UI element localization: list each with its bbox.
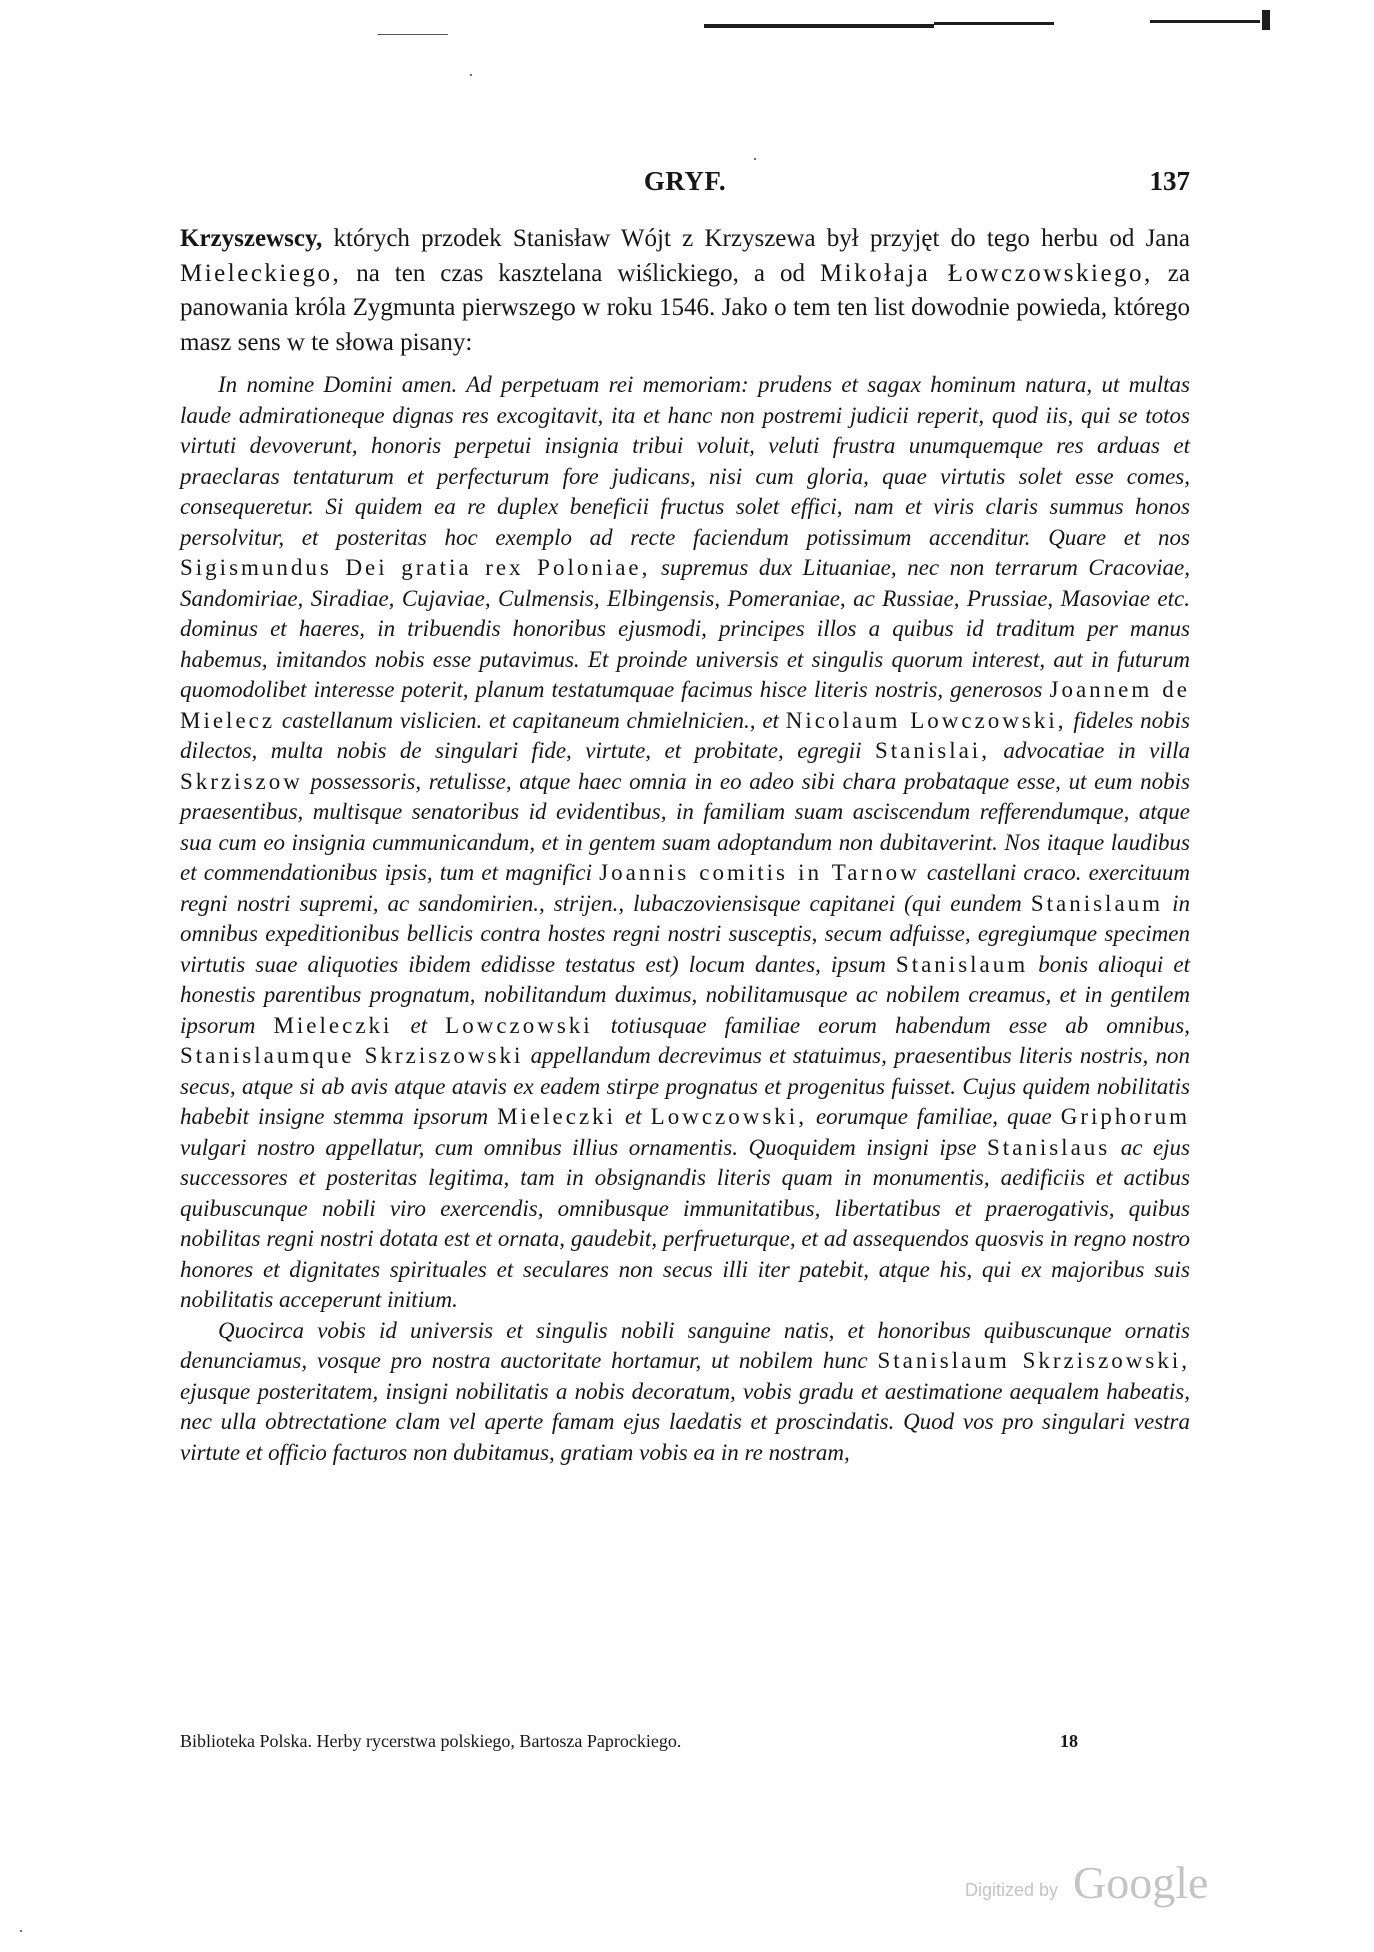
charter-name-mieleczki: Mieleczki [497,1104,617,1129]
charter-text: totiusquae familiae eorum habendum esse ab omnibus, [592,1012,1190,1038]
charter-paragraph [180,1316,1190,1469]
charter-name-mieleczki: Mieleczki [273,1012,393,1038]
lead-name-mieleckiego: Mieleckiego, [180,259,342,287]
charter-text: fideles nobis dilectos, multa nobis de singulari fide, virtute, et probitate, egregii [180,707,1190,763]
charter-name-sigismundus: Sigismundus Dei gratia rex Poloniae, [180,555,651,580]
charter-text: appellandum decrevimus et statuimus, praesentibus literis nostris, non secus, atque si ab avis atque atavis ex eadem stirpe prognatus et progenitus fuisset. Cujus quidem nobilitatis habebit insigne stemma ipsorum [180,1043,1190,1129]
sheet-signature: 18 [1060,1731,1078,1751]
charter-text: castellanum vislicien. et capitaneum chmielnicien., et [275,707,786,733]
scan-artifact-line [1150,20,1260,23]
charter-name-joannem: Joannem de Mielecz [180,677,1190,733]
charter-text: castellani craco. exercituum regni nostri supremi, ac sandomirien., strijen., lubaczoviensisque capitanei (qui eundem [180,860,1191,916]
charter-name-stanislaum: Stanislaum Skrziszowski, [877,1348,1190,1373]
lead-text: za panowania króla Zygmunta pierwszego w roku 1546. Jako o tem ten list dowodnie powieda, którego masz sens w te słowa pisany: [180,259,1190,356]
scan-artifact-dot [470,74,472,76]
charter-text: Quocirca vobis id universis et singulis nobili sanguine natis, et honoribus quibuscunque ornatis denunciamus, vosque pro nostra auctoritate hortamur, ut nobilem hunc [180,1317,1190,1373]
charter-text: eorumque familiae, quae [806,1104,1061,1129]
charter-name-lowczowski: Lowczowski [445,1012,593,1038]
scan-artifact-line [378,34,448,35]
scan-artifact-dot [20,1930,22,1932]
charter-name-joannis: Joannis comitis in Tarnow [599,860,920,885]
charter-name-nicolaum: Nicolaum Lowczowski, [785,707,1067,733]
lead-name-lowczowskiego: Mikołaja Łowczowskiego, [819,259,1153,287]
google-logo: Google [1073,1857,1209,1908]
charter-text: et [392,1012,446,1038]
scan-artifact-line [934,22,1054,25]
scan-artifact-mark [1262,10,1270,30]
lead-text: których przodek Stanisław Wójt z Krzyszewa był przyjęt do tego herbu od Jana [322,225,1190,252]
charter-name-stanislaus: Stanislaus [986,1134,1111,1160]
watermark-prefix: Digitized by [965,1880,1059,1900]
charter-name-lowczowski: Lowczowski, [650,1104,807,1129]
scan-artifact-dot [754,158,756,160]
charter-text: in omnibus expeditionibus bellicis contra hostes regni nostri susceptis, secum adfuisse, egregiumque specimen virtutis suae aliquoties ibidem edidisse testatus est) locum dantes, ipsum [180,890,1190,977]
charter-name-stanislai: Stanislai, [874,738,990,763]
charter-text: supremus dux Lituaniae, nec non terrarum Cracoviae, Sandomiriae, Siradiae, Cujaviae, Culmensis, Elbingensis, Pomeraniae, ac Russiae, Prussiae, Masoviae etc. dominus et haeres, in tribuendis honoribus ejusmodi, principes illos a quibus id traditum per manus habemus, imitandos nobis esse putavimus. Et proinde universis et singulis quorum interest, aut in futurum quomodolibet interesse poterit, planum testatumquae facimus hisce literis nostris, generosos [180,555,1190,702]
charter-name-stanislaumque: Stanislaumque Skrziszowski [180,1043,524,1068]
scan-artifact-line [704,24,934,28]
charter-name-stanislaum: Stanislaum [1030,890,1164,916]
charter-text: advocatiae in villa [989,738,1190,763]
charter-name-skrziszow: Skrziszow [180,768,303,794]
charter-text: vulgari nostro appellatur, cum omnibus illius ornamentis. Quoquidem insigni ipse [180,1134,987,1160]
footer-credit: Biblioteka Polska. Herby rycerstwa polskiego, Bartosza Paprockiego. [180,1731,682,1751]
charter-text: ac ejus successores et posteritas legitima, tam in obsignandis literis quam in monumentis, aedificiis et actibus quibuscunque nobili viro exercendis, omnibusque immunitatibus, libertatibus et praerogativis, quibus nobilitas regni nostri dotata est et ornata, gaudebit, perfrueturque, et ad assequendos quosvis in regno nostro honores et dignitates spirituales et seculares non secus illi iter patebit, atque his, qui ex majoribus suis nobilitatis acceperunt initium. [180,1134,1190,1312]
charter-text: In nomine Domini amen. Ad perpetuam rei memoriam: prudens et sagax hominum natura, ut multas laude admirationeque dignas res excogitavit, ita et hanc non postremi judicii reperit, quod iis, qui se totos virtuti devoverunt, honoris perpetui insignia tribui voluit, veluti frustra unumquemque res arduas et praeclaras tentaturum et perfecturum fore judicans, nisi cum gloria, quae virtutis solet esse comes, consequeretur. Si quidem ea re duplex beneficii fructus solet effici, nam et viris claris summus honos persolvitur, et posteritas hoc exemplo ad recte faciendum potissimum accenditur. Quare et nos [180,372,1190,550]
entry-first-word: Krzyszewscy, [180,225,323,252]
latin-charter-text [180,370,1190,1468]
introductory-paragraph [180,222,1190,360]
charter-name-griphorum: Griphorum [1060,1104,1190,1129]
charter-name-stanislaum: Stanislaum [895,951,1029,977]
charter-text: bonis alioqui et honestis parentibus prognatum, nobilitandum duximus, nobilitamusque ac nobilem creamus, et in gentilem ipsorum [180,951,1190,1038]
running-header [180,166,1190,206]
charter-text: et [616,1104,651,1129]
running-title: GRYF. [643,166,727,196]
page-footer [180,1731,1190,1755]
lead-text: na ten czas kasztelana wiślickiego, a od [341,259,820,287]
charter-text: ejusque posteritatem, insigni nobilitatis a nobis decoratum, vobis gradu et aestimatione aequalem habeatis, nec ulla obtrectatione clam vel aperte famam ejus laedatis et proscindatis. Quod vos pro singulari vestra virtute et officio facturos non dubitamus, gratiam vobis ea in re nostram, [180,1378,1190,1465]
charter-paragraph [180,370,1190,1316]
page-number: 137 [1149,166,1190,196]
charter-text: possessoris, retulisse, atque haec omnia in eo adeo sibi chara probataque esse, ut eum nobis praesentibus, multisque senatoribus id evidentibus, in familiam suam asciscendum refferendumque, atque sua cum eo insignia cummunicandum, et in gentem suam adoptandum non dubitaverint. Nos itaque laudibus et commendationibus ipsis, tum et magnifici [180,768,1190,885]
